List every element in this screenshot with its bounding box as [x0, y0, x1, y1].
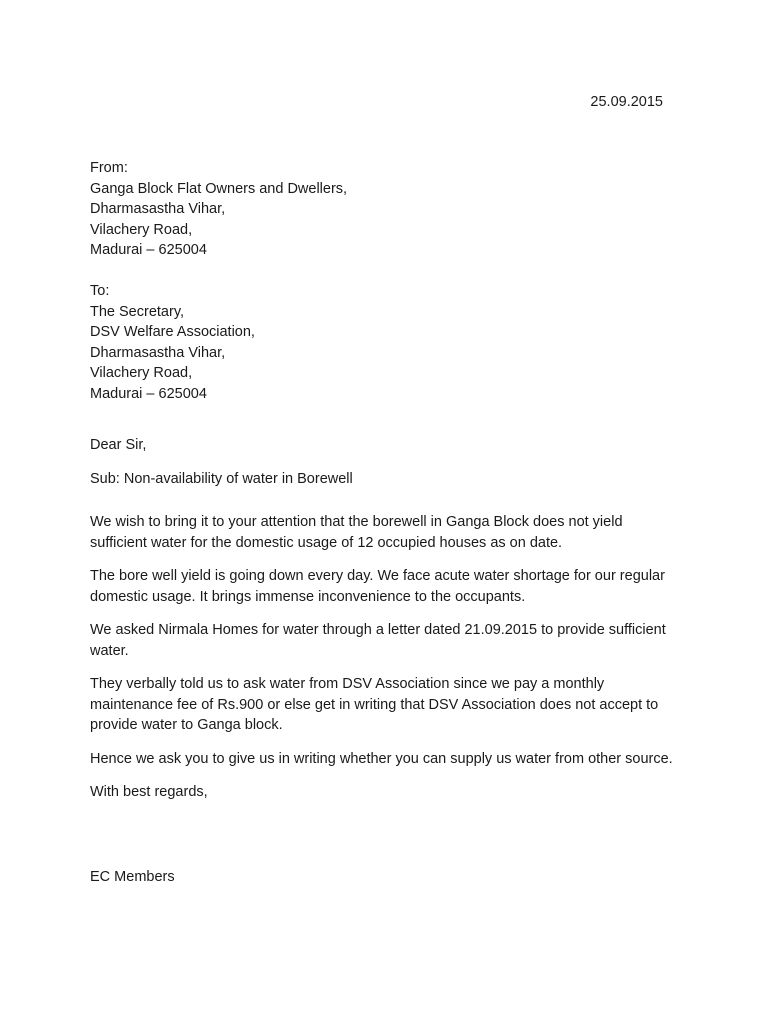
to-heading: To:	[90, 283, 110, 299]
body-paragraph: The bore well yield is going down every day. We face acute water shortage for our regular domestic usage. It brings immense inconvenience to the occupants.	[90, 568, 665, 605]
body-paragraph: They verbally told us to ask water from DSV Association since we pay a monthly maintenance fee of Rs.900 or else get in writing that DSV Association does not accept to provide water to Ganga block.	[90, 676, 659, 733]
letter-body	[90, 512, 680, 816]
to-address-line: Vilachery Road,	[90, 365, 193, 381]
letter-date: 25.09.2015	[590, 94, 663, 110]
salutation: Dear Sir,	[90, 437, 147, 453]
from-address-line: Madurai – 625004	[90, 242, 207, 258]
sender-address	[90, 158, 680, 261]
from-heading: From:	[90, 160, 128, 176]
signature: EC Members	[90, 869, 175, 885]
to-address-line: Madurai – 625004	[90, 385, 207, 402]
subject-line: Sub: Non-availability of water in Borewell	[90, 471, 353, 487]
from-address-line: Vilachery Road,	[90, 221, 193, 238]
to-address-line: The Secretary,	[90, 303, 185, 320]
from-address-line: Dharmasastha Vihar,	[90, 201, 226, 217]
to-address-line: DSV Welfare Association,	[90, 324, 255, 340]
body-paragraph: Hence we ask you to give us in writing whether you can supply us water from other source.	[90, 750, 673, 767]
body-paragraph: We asked Nirmala Homes for water through a letter dated 21.09.2015 to provide sufficient water.	[90, 622, 666, 659]
recipient-address	[90, 281, 680, 404]
closing-line: With best regards,	[90, 784, 208, 800]
body-paragraph: We wish to bring it to your attention that the borewell in Ganga Block does not yield sufficient water for the domestic usage of 12 occupied houses as on date.	[90, 514, 623, 551]
from-address-line: Ganga Block Flat Owners and Dwellers,	[90, 180, 348, 197]
to-address-line: Dharmasastha Vihar,	[90, 344, 226, 361]
